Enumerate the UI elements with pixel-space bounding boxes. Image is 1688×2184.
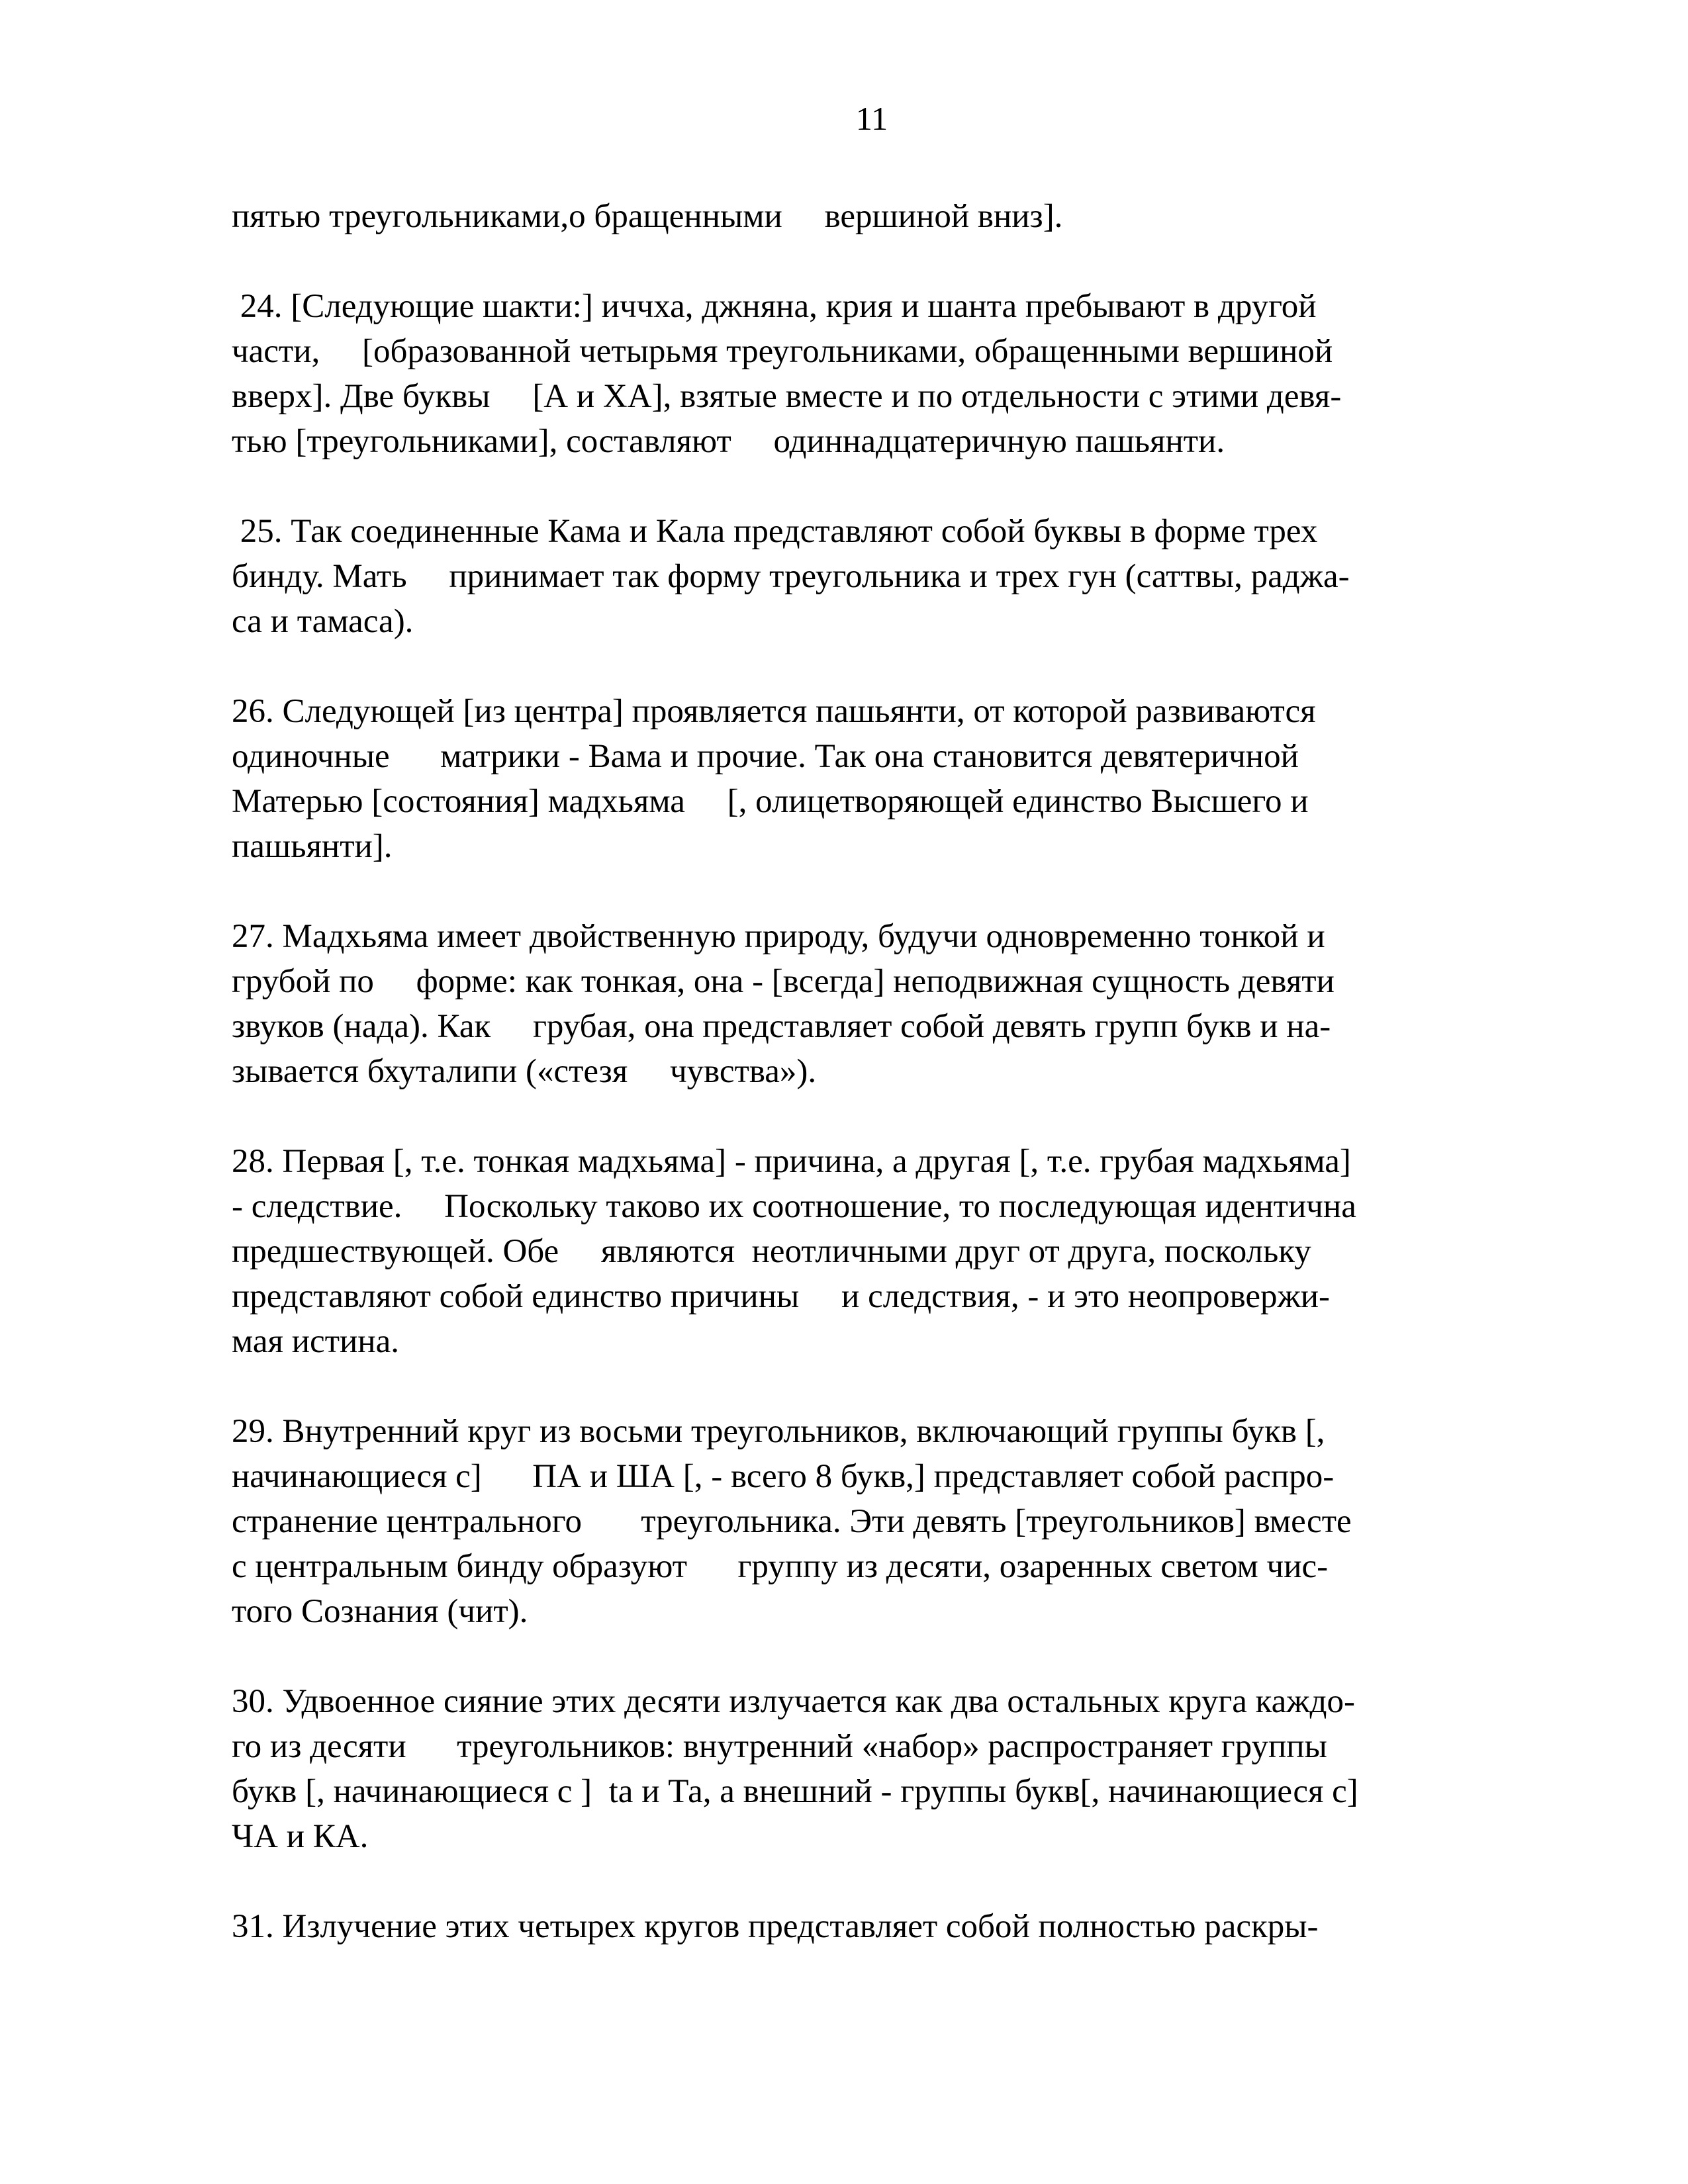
paragraph	[232, 1409, 1523, 1634]
text-line: одиночные матрики - Вама и прочие. Так она становится девятеричной	[232, 738, 1299, 775]
text-line: того Сознания (чит).	[232, 1593, 528, 1630]
text-line: ЧА и КА.	[232, 1818, 369, 1855]
text-line: пашьянти].	[232, 828, 393, 865]
text-line: 31. Излучение этих четырех кругов представляет собой полностью раскры-	[232, 1908, 1319, 1945]
document-body	[232, 194, 1523, 1994]
text-line: Матерью [состояния] мадхьяма [, олицетворяющей единство Высшего и	[232, 783, 1309, 820]
paragraph	[232, 1139, 1523, 1364]
text-line: грубой по форме: как тонкая, она - [всегда] неподвижная сущность девяти	[232, 963, 1335, 1000]
text-line: начинающиеся с] ПА и ША [, - всего 8 букв,] представляет собой распро-	[232, 1458, 1335, 1495]
text-line: с центральным бинду образуют группу из десяти, озаренных светом чис-	[232, 1548, 1329, 1585]
text-line: предшествующей. Обе являются неотличными друг от друга, поскольку	[232, 1233, 1311, 1270]
text-line: 28. Первая [, т.е. тонкая мадхьяма] - причина, а другая [, т.е. грубая мадхьяма]	[232, 1143, 1351, 1180]
text-line: са и тамаса).	[232, 603, 414, 640]
text-line: 30. Удвоенное сияние этих десяти излучается как два остальных круга каждо-	[232, 1683, 1355, 1720]
text-line: вверх]. Две буквы [А и ХА], взятые вместе и по отдельности с этими девя-	[232, 378, 1342, 415]
text-line: зывается бхуталипи («стезя чувства»).	[232, 1053, 817, 1090]
text-line: тью [треугольниками], составляют одиннадцатеричную пашьянти.	[232, 423, 1225, 460]
text-line: 29. Внутренний круг из восьми треугольников, включающий группы букв [,	[232, 1413, 1325, 1450]
text-line: звуков (нада). Как грубая, она представляет собой девять групп букв и на-	[232, 1008, 1331, 1045]
text-line: 24. [Следующие шакти:] иччха, джняна, крия и шанта пребывают в другой	[232, 288, 1317, 325]
text-line: бинду. Мать принимает так форму треугольника и трех гун (саттвы, раджа-	[232, 558, 1350, 595]
text-line: представляют собой единство причины и следствия, - и это неопровержи-	[232, 1278, 1331, 1315]
paragraph	[232, 194, 1523, 239]
text-line: букв [, начинающиеся с ] ta и Та, а внешний - группы букв[, начинающиеся с]	[232, 1773, 1358, 1810]
text-line: го из десяти треугольников: внутренний «набор» распространяет группы	[232, 1728, 1327, 1765]
text-line: 27. Мадхьяма имеет двойственную природу, будучи одновременно тонкой и	[232, 918, 1325, 955]
paragraph	[232, 509, 1523, 644]
text-line: 26. Следующей [из центра] проявляется пашьянти, от которой развиваются	[232, 693, 1316, 730]
paragraph	[232, 689, 1523, 869]
text-line: мая истина.	[232, 1323, 399, 1360]
text-line: странение центрального треугольника. Эти девять [треугольников] вместе	[232, 1503, 1352, 1540]
text-line: - следствие. Поскольку таково их соотношение, то последующая идентична	[232, 1188, 1356, 1225]
paragraph	[232, 284, 1523, 464]
paragraph	[232, 914, 1523, 1094]
text-line: части, [образованной четырьмя треугольниками, обращенными вершиной	[232, 333, 1333, 370]
page-number: 11	[855, 100, 888, 137]
paragraph	[232, 1679, 1523, 1859]
paragraph	[232, 1904, 1523, 1949]
text-line: 25. Так соединенные Кама и Кала представляют собой буквы в форме трех	[232, 513, 1318, 550]
text-line: пятью треугольниками,о бращенными вершиной вниз].	[232, 198, 1063, 235]
